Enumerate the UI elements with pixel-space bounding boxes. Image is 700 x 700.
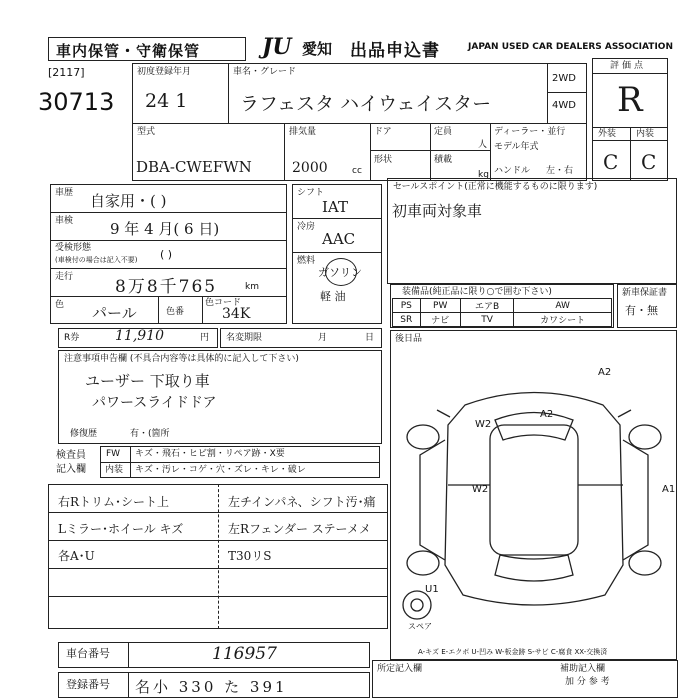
ju-logo: JU (262, 34, 292, 60)
reception-paren: ( ) (160, 248, 173, 261)
notes-label: 注意事項申告欄 (不具合内容等は具体的に記入して下さい) (64, 354, 299, 364)
repair-label: 修復歴 (70, 429, 98, 439)
footer-right-label-2: 補助記入欄 (560, 664, 606, 674)
equipment-table (392, 298, 612, 327)
shift-value: IAT (322, 198, 348, 216)
dealer-label: ディーラー・並行 (494, 127, 566, 137)
lot-number: 30713 (38, 88, 115, 116)
color-value: パール (92, 304, 137, 322)
equip-leather: カワシート (514, 313, 612, 327)
name-change-day: 日 (365, 333, 375, 343)
logo-prefecture: 愛知 (302, 40, 333, 58)
storage-label: 車内保管・守衛保管 (56, 42, 201, 60)
remark-right-1: 左チインパネ、シフト汚･痛 (228, 495, 376, 509)
equip-navi: ナビ (420, 313, 460, 327)
ac-value: AAC (322, 230, 356, 248)
notes-line-2: パワースライドドア (92, 395, 217, 411)
capacity-unit: 人 (478, 140, 488, 150)
damage-a2-roof: A2 (540, 409, 554, 420)
registration-value: 名小 330 た 391 (135, 678, 288, 696)
inspector-ext-tag: FW (106, 449, 121, 459)
damage-legend: A-キズ E-エクボ U-凹み W-板金跡 S-サビ C-腐食 XX-交換済 (418, 648, 608, 656)
usage-label: 車歴 (55, 188, 74, 198)
form-title: 出品申込書 (350, 41, 440, 61)
drive-4wd: 4WD (552, 100, 576, 111)
name-change-month: 月 (318, 333, 328, 343)
chassis-label: 車台番号 (66, 647, 110, 660)
equipment-label: 装備品(純正品に限り○で囲む下さい) (402, 287, 552, 297)
recycle-label: R券 (64, 333, 80, 343)
fuel-diesel: 軽 油 (320, 290, 346, 303)
mileage-value: 8万8千765 (115, 277, 218, 297)
fuel-label: 燃料 (297, 256, 316, 266)
color-code-value: 34K (222, 306, 251, 322)
equip-sr: SR (393, 313, 421, 327)
fuel-circle-mark (325, 258, 357, 286)
capacity-label: 定員 (434, 127, 453, 137)
repair-value: 有・(箇所 (130, 429, 170, 439)
inspector-int-text: キズ・汚レ・コゲ・穴・ズレ・キレ・破レ (135, 465, 306, 475)
displacement-value: 2000 (292, 160, 328, 176)
sales-point-value: 初車両対象車 (392, 202, 483, 220)
exterior-score: C (603, 150, 619, 174)
association-name: JAPAN USED CAR DEALERS ASSOCIATION (468, 42, 673, 52)
recycle-value: 11,910 (115, 328, 164, 344)
damage-w2-mid: W2 (472, 484, 489, 495)
remark-left-2: Lミラー･ホイール キズ (58, 522, 184, 536)
remark-left-3: 各A･U (58, 549, 95, 563)
reception-sub: (車検付の場合は記入不要) (55, 256, 138, 264)
spare-label: スペア (408, 622, 432, 631)
score-value: R (617, 80, 643, 120)
registration-label: 登録番号 (66, 678, 110, 691)
remark-right-2: 左Rフェンダー ステーメメ (228, 522, 371, 536)
remark-right-3: T30リS (228, 549, 272, 563)
lot-code-value: 2117 (52, 66, 81, 79)
color-code-label: 色コード (205, 298, 242, 308)
name-change-label: 名変期限 (226, 333, 263, 343)
footer-right-sub: 加 分 参 考 (565, 677, 610, 687)
displacement-unit: cc (352, 166, 362, 176)
shift-label: シフト (297, 188, 325, 198)
equip-ps: PS (393, 299, 421, 313)
notes-line-1: ユーザー 下取り車 (85, 372, 210, 390)
score-label: 評価点 (610, 61, 647, 71)
handle-options: 左・右 (546, 166, 574, 176)
damage-a1: A1 (662, 484, 676, 495)
weight-label: 積載 (434, 155, 453, 165)
sales-point-label: セールスポイント(正常に機能するものに限ります) (393, 182, 598, 192)
history-label: 後日品 (395, 334, 423, 344)
equip-pw: PW (420, 299, 460, 313)
ac-label: 冷房 (297, 222, 316, 232)
usage-value: 自家用・( ) (90, 192, 167, 210)
inspection-label: 車検 (55, 216, 74, 226)
damage-u1: U1 (425, 584, 439, 595)
car-name-label: 車名・グレード (233, 67, 297, 77)
inspection-value: 9 年 4 月( 6 日) (110, 220, 220, 238)
model-year-label: モデル年式 (494, 142, 539, 152)
footer-right-label-1: 所定記入欄 (377, 664, 423, 674)
displacement-label: 排気量 (289, 127, 317, 137)
interior-score: C (641, 150, 657, 174)
fuel-gas: ガソリン (318, 266, 362, 279)
remark-left-1: 右Rトリム･シート上 (58, 495, 170, 509)
warranty-label: 新車保証書 (622, 288, 668, 298)
mileage-label: 走行 (55, 272, 74, 282)
inspector-ext-text: キズ・飛石・ヒビ割・リペア跡・X要 (135, 449, 285, 459)
inspector-label-1: 検査員 (56, 450, 86, 461)
damage-w2-left: W2 (475, 419, 492, 430)
shape-label: 形状 (374, 155, 393, 165)
interior-label: 内装 (636, 129, 655, 139)
inspector-int-tag: 内装 (105, 465, 124, 475)
weight-unit: kg (478, 170, 489, 180)
inspector-label-2: 記入欄 (56, 464, 86, 475)
damage-a2-top: A2 (598, 367, 612, 378)
color-label: 色 (55, 300, 65, 310)
first-reg-label: 初度登録年月 (137, 67, 192, 77)
handle-label: ハンドル (494, 166, 531, 176)
chassis-value: 116957 (212, 644, 277, 664)
lot-code: [2117] (48, 66, 85, 79)
equip-aw: AW (514, 299, 612, 313)
exterior-label: 外装 (598, 129, 617, 139)
equip-tv: TV (460, 313, 513, 327)
reception-label: 受検形態 (55, 243, 92, 253)
model-label: 型式 (137, 127, 156, 137)
door-label: ドア (374, 127, 392, 137)
recycle-unit: 円 (200, 333, 210, 343)
car-name-value: ラフェスタ ハイウェイスター (240, 93, 492, 115)
drive-2wd: 2WD (552, 73, 576, 84)
sales-point-box (387, 178, 677, 284)
warranty-options: 有・無 (625, 304, 658, 317)
mileage-unit: km (245, 282, 259, 292)
equip-airbag: エアB (460, 299, 513, 313)
first-reg-value: 24 1 (145, 90, 188, 112)
color-no-label: 色番 (166, 307, 185, 317)
model-value: DBA-CWEFWN (136, 158, 252, 176)
